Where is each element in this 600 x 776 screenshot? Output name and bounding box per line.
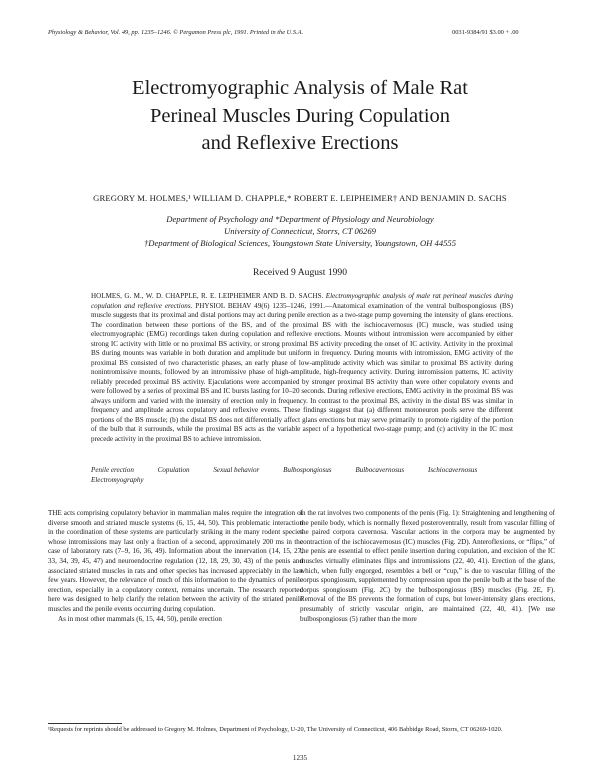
keywords [91,466,521,485]
body-paragraph: As in most other mammals (6, 15, 44, 50), penile erection [58,614,222,623]
paper-title [40,75,560,158]
keyword: Copulation [157,466,190,474]
keyword: Bulbospongiosus [283,466,332,474]
affiliation-line: Department of Psychology and *Department of Physiology and Neurobiology [166,214,434,224]
abstract-body: PHYSIOL BEHAV 49(6) 1235–1246, 1991.—Anatomical examination of the ventral bulbospongiosus (BS) muscle suggests that its proximal and distal portions may act during penile erection as a two-stage pump governing the intensity of glans erections. The coordination between these portions of the BS, and of the proximal BS with the ischiocavernosus (IC) muscle, was studied using electromyographic (EMG) recordings taken during copulation and reflexive erections. Mounts without intromission were accompanied by either strong IC activity with little or no proximal BS activity, or strong proximal BS activity preceding the onset of IC activity. Activity in the proximal BS during mounts was variable in both duration and amplitude but uniform in frequency. During mounts with intromission, EMG activity of the proximal BS consisted of two characteristic phases, an early phase of low-amplitude activity which was similar to proximal BS activity during nonintromissive mounts, followed by an intromissive phase of high-amplitude, high-frequency activity. During intromission patterns, IC activity reliably preceded proximal BS activity. Ejaculations were accompanied by stronger proximal BS activity than were other copulatory events and were followed by a series of proximal BS and IC bursts lasting for 10–20 seconds. During reflexive erections, EMG activity in the proximal BS was always uniform and varied with the intensity of erection only in frequency. In contrast to the proximal BS, activity in the distal BS was similar in frequency and amplitude across copulatory and reflexive events. These findings suggest that (a) different motoneuron pools serve the different portions of the BS muscle; (b) the distal BS does not differentially affect glans erections but may serve primarily to promote rigidity of the portion of the bulb that it surrounds, while the proximal BS acts as the variable aspect of a hypothetical two-stage pump; and (c) activity in the IC most precede activity in the proximal BS to achieve intromission. [91,301,513,443]
journal-header: Physiology & Behavior, Vol. 49, pp. 1235–1246. © Pergamon Press plc, 1991. Printed in the U.S.A. [48,29,304,36]
abstract [91,292,513,444]
body-column-left [48,509,303,624]
journal-code: 0031-9384/91 $3.00 + .00 [452,29,519,36]
keyword: Penile erection [91,466,134,474]
abstract-citation-title: Electromyographic analysis of male rat perineal muscles during copulation and reflexive erections. [91,292,513,310]
body-column-right [300,509,555,624]
keyword: Electromyography [91,475,144,484]
keyword: Ischiocavernosus [427,466,478,474]
body-paragraph: in the rat involves two components of the penis (Fig. 1): Straightening and lengthening of the penile body, which is normally flexed posteroventrally, result from vascular filling of the paired corpora cavernosa. Vascular actions in the corpora may be augmented by contraction of the ischiocavernosus (IC) muscles (Fig. 2D). Anteroflexions, or “flips,” of the penis are essential to effect penile insertion during copulation, and excision of the IC muscles virtually eliminates flips and intromissions (22, 40, 41). Erection of the glans, which, when fully engorged, resembles a bell or “cup,” is due to vascular filling of the corpus spongiosum, supplemented by compression upon the penile bulb at the base of the corpus spongiosum (Fig. 2C) by the bulbospongiosus (BS) muscles (Fig. 2E, F). Removal of the BS prevents the formation of cups, but lower-intensity glans erections, presumably of strictly vascular origin, are maintained (22, 40, 41). [We use bulbospongiosus (5) rather than the more [300,509,555,623]
title-line: and Reflexive Erections [201,132,399,154]
received-date: Received 9 August 1990 [252,267,348,278]
keyword: Bulbocavernosus [355,466,405,474]
affiliation-line: †Department of Biological Sciences, Youngstown State University, Youngstown, OH 44555 [143,238,457,248]
page-number: 1235 [292,754,308,762]
affiliation-line: University of Connecticut, Storrs, CT 06269 [224,226,376,236]
body-paragraph: THE acts comprising copulatory behavior in mammalian males require the integration of diverse smooth and striated muscle systems (6, 15, 44, 50). This problematic interaction in the coordination of these systems are particularly striking in the many rodent species whose intromissions may last only a fraction of a second, approximately 200 ms in the case of laboratory rats (7–9, 16, 36, 49). Information about the innervation (14, 15, 27, 33, 34, 39, 45, 47) and neuroendocrine regulation (12, 18, 29, 30, 43) of the penis and associated striated muscles in rats and other species has increased appreciably in the last few years. However, the relevance of much of this information to the dynamics of penile erection, especially in a copulatory context, remains uncertain. The research reported here was designed to help clarify the relation between the activity of the striated penile muscles and the penile events occurring during copulation. [48,509,303,613]
author-list: GREGORY M. HOLMES,¹ WILLIAM D. CHAPPLE,* ROBERT E. LEIPHEIMER† AND BENJAMIN D. SACHS [93,193,507,203]
abstract-citation: HOLMES, G. M., W. D. CHAPPLE, R. E. LEIPHEIMER AND B. D. SACHS. [91,292,324,300]
footnote: ¹Requests for reprints should be addressed to Gregory M. Holmes, Department of Psychology, U-20, The University of Connecticut, 406 Babbidge Road, Storrs, CT 06269-1020. [48,726,503,733]
footnote-divider [48,723,122,724]
title-line: Perineal Muscles During Copulation [149,104,451,127]
title-line: Electromyographic Analysis of Male Rat [132,77,468,99]
keyword: Sexual behavior [213,466,260,474]
